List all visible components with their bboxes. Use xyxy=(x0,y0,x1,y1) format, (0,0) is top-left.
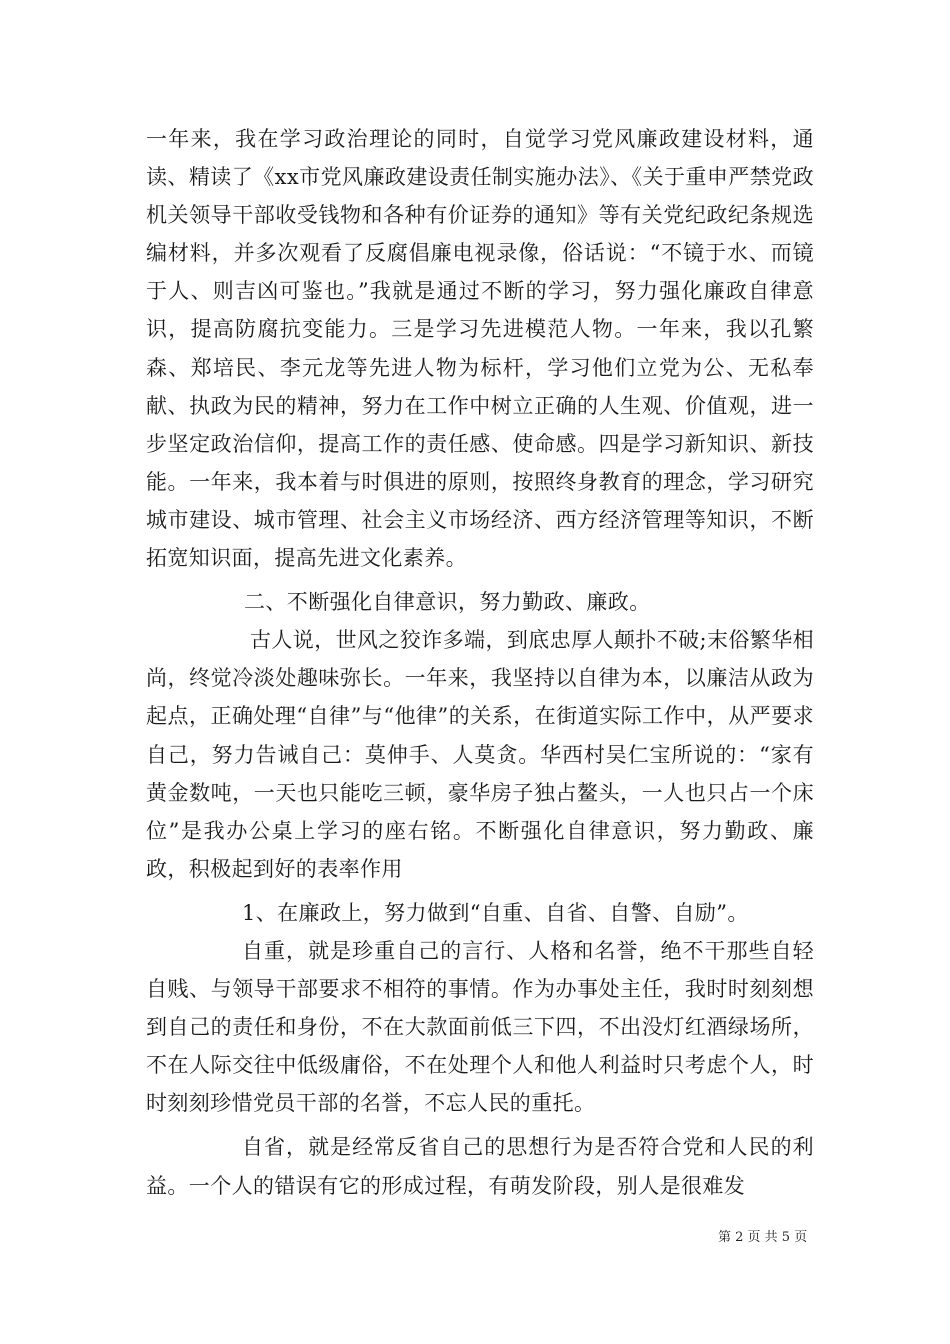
paragraph-self-reflection: 自省，就是经常反省自己的思想行为是否符合党和人民的利益。一个人的错误有它的形成过程，有萌发阶段，别人是很难发 xyxy=(146,1135,814,1198)
paragraph-self-respect: 自重，就是珍重自己的言行、人格和名誉，绝不干那些自轻自贱、与领导干部要求不相符的事情。作为办事处主任，我时时刻刻想到自己的责任和身份，不在大款面前低三下四，不出没灯红酒绿场所，不在人际交往中低级庸俗，不在处理个人和他人利益时只考虑个人，时时刻刻珍惜党员干部的名誉，不忘人民的重托。 xyxy=(146,938,814,1116)
subheading-integrity-principles: 1、在廉政上，努力做到“自重、自省、自警、自励”。 xyxy=(242,900,749,925)
document-body xyxy=(146,120,814,1205)
paragraph-ancient-saying: 古人说，世风之狡诈多端，到底忠厚人颠扑不破;末俗繁华相尚，终觉冷淡处趣味弥长。一年来，我坚持以自律为本，以廉洁从政为起点，正确处理“自律”与“他律”的关系，在街道实际工作中，从严要求自己，努力告诫自己：莫伸手、人莫贪。华西村吴仁宝所说的：“家有黄金数吨，一天也只能吃三顿，豪华房子独占鳌头，一人也只占一个床位”是我办公桌上学习的座右铭。不断强化自律意识，努力勤政、廉政，积极起到好的表率作用 xyxy=(146,628,814,881)
section-heading-self-discipline: 二、不断强化自律意识，努力勤政、廉政。 xyxy=(244,590,651,615)
page-number-footer: 第 2 页 共 5 页 xyxy=(718,1230,808,1245)
paragraph-study-summary: 一年来，我在学习政治理论的同时，自觉学习党风廉政建设材料，通读、精读了《xx市党风廉政建设责任制实施办法》、《关于重申严禁党政机关领导干部收受钱物和各种有价证券的通知》等有关党纪政纪条规选编材料，并多次观看了反腐倡廉电视录像，俗话说：“不镜于水、而镜于人、则吉凶可鉴也。”我就是通过不断的学习，努力强化廉政自律意识，提高防腐抗变能力。三是学习先进模范人物。一年来，我以孔繁森、郑培民、李元龙等先进人物为标杆，学习他们立党为公、无私奉献、执政为民的精神，努力在工作中树立正确的人生观、价值观，进一步坚定政治信仰，提高工作的责任感、使命感。四是学习新知识、新技能。一年来，我本着与时俱进的原则，按照终身教育的理念，学习研究城市建设、城市管理、社会主义市场经济、西方经济管理等知识，不断拓宽知识面，提高先进文化素养。 xyxy=(146,127,814,571)
